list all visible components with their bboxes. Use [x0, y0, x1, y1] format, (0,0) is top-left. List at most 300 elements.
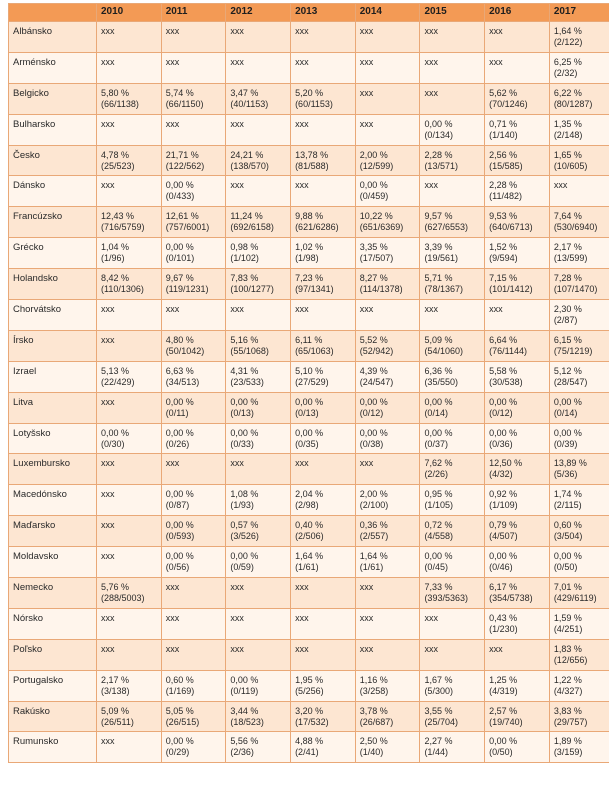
cell-detail: (80/1287): [553, 98, 593, 109]
cell-value: xxx: [489, 643, 503, 654]
cell-value: 0,00 %: [359, 180, 388, 191]
cell-value: 0,72 %: [424, 520, 453, 531]
cell-value: 0,71 %: [489, 118, 518, 129]
cell-value: 0,00 %: [165, 242, 194, 253]
country-cell: Dánsko: [9, 176, 97, 207]
cell-detail: (0/459): [359, 191, 389, 202]
cell-value: 2,17 %: [101, 674, 130, 685]
value-cell: [485, 670, 550, 701]
cell-detail: (19/740): [489, 716, 523, 727]
cell-value: 0,00 %: [230, 396, 259, 407]
value-cell: [485, 454, 550, 485]
cell-value: 1,89 %: [553, 736, 582, 747]
value-cell: [420, 114, 485, 145]
cell-detail: (107/1470): [553, 284, 598, 295]
cell-detail: (0/59): [230, 562, 254, 573]
cell-value: 1,52 %: [489, 242, 518, 253]
cell-detail: (2/122): [553, 37, 583, 47]
cell-value: 6,17 %: [489, 582, 518, 593]
table-body: [9, 22, 609, 763]
value-cell: [355, 547, 420, 578]
value-cell: [291, 732, 356, 763]
cell-detail: (1/105): [424, 500, 453, 511]
cell-value: 1,35 %: [553, 118, 582, 129]
cell-value: 0,00 %: [553, 396, 582, 407]
cell-detail: (25/523): [101, 160, 135, 171]
table-row: [9, 330, 609, 361]
table-row: [9, 52, 609, 83]
cell-value: xxx: [489, 304, 503, 315]
value-cell: [226, 22, 291, 53]
cell-value: 0,00 %: [424, 551, 453, 562]
value-cell: [355, 22, 420, 53]
value-cell: [485, 701, 550, 732]
country-cell: Rumunsko: [9, 732, 97, 763]
cell-value: 6,11 %: [295, 334, 323, 345]
value-cell: [226, 485, 291, 516]
cell-detail: (0/29): [165, 747, 190, 758]
cell-value: 0,40 %: [295, 520, 324, 531]
cell-value: xxx: [230, 26, 244, 36]
value-cell: [291, 52, 356, 83]
cell-value: 0,00 %: [359, 427, 388, 438]
cell-value: xxx: [230, 643, 244, 654]
cell-detail: (716/5759): [101, 222, 145, 233]
cell-value: 8,42 %: [101, 273, 130, 284]
cell-value: 5,80 %: [101, 87, 130, 98]
cell-detail: (23/533): [230, 376, 264, 387]
cell-detail: (692/6158): [230, 222, 274, 233]
cell-value: 8,27 %: [359, 273, 388, 284]
header-row: [9, 4, 609, 22]
cell-value: 7,33 %: [424, 582, 453, 593]
cell-value: 0,00 %: [165, 520, 194, 531]
cell-value: xxx: [165, 56, 180, 67]
cell-value: 0,00 %: [230, 427, 259, 438]
value-cell: [549, 22, 609, 53]
cell-detail: (0/35): [295, 438, 319, 449]
value-cell: [161, 361, 226, 392]
cell-value: 2,56 %: [489, 149, 518, 160]
country-cell: Holandsko: [9, 269, 97, 300]
value-cell: [226, 300, 291, 331]
cell-value: 5,58 %: [489, 365, 518, 376]
cell-detail: (2/87): [553, 315, 578, 326]
cell-value: 2,00 %: [359, 489, 388, 500]
table-row: [9, 238, 609, 269]
value-cell: [549, 114, 609, 145]
country-cell: Česko: [9, 145, 97, 176]
cell-value: xxx: [359, 612, 374, 623]
value-cell: [97, 454, 162, 485]
cell-value: xxx: [101, 334, 115, 345]
cell-detail: (2/36): [230, 747, 254, 758]
cell-detail: (2/98): [295, 500, 319, 511]
cell-detail: (1/93): [230, 500, 254, 511]
cell-value: xxx: [359, 118, 374, 129]
cell-value: xxx: [230, 304, 244, 315]
cell-value: 4,39 %: [359, 365, 388, 376]
value-cell: [161, 392, 226, 423]
value-cell: [226, 639, 291, 670]
cell-detail: (429/6119): [553, 593, 597, 604]
cell-detail: (4/319): [489, 685, 518, 696]
cell-value: 5,71 %: [424, 273, 453, 284]
cell-value: xxx: [489, 26, 503, 36]
value-cell: [355, 485, 420, 516]
cell-detail: (55/1068): [230, 345, 269, 356]
country-cell: Luxembursko: [9, 454, 97, 485]
value-cell: [291, 22, 356, 53]
value-cell: [97, 145, 162, 176]
cell-detail: (81/588): [295, 160, 329, 171]
cell-value: xxx: [295, 612, 309, 623]
value-cell: [291, 670, 356, 701]
value-cell: [226, 701, 291, 732]
value-cell: [420, 578, 485, 609]
cell-value: xxx: [101, 736, 115, 747]
cell-value: xxx: [295, 118, 309, 129]
cell-value: 0,00 %: [165, 427, 194, 438]
value-cell: [485, 485, 550, 516]
value-cell: [97, 269, 162, 300]
cell-detail: (13/571): [424, 160, 458, 171]
cell-value: 6,22 %: [553, 87, 582, 98]
cell-detail: (10/605): [553, 160, 588, 171]
value-cell: [291, 269, 356, 300]
value-cell: [420, 423, 485, 454]
cell-detail: (65/1063): [295, 345, 334, 356]
cell-value: 1,83 %: [553, 643, 582, 654]
value-cell: [549, 392, 609, 423]
cell-value: 6,36 %: [424, 365, 453, 376]
value-cell: [226, 578, 291, 609]
country-cell: Bulharsko: [9, 114, 97, 145]
cell-value: 1,02 %: [295, 242, 324, 253]
value-cell: [420, 608, 485, 639]
cell-value: 0,00 %: [489, 427, 518, 438]
cell-detail: (40/1153): [230, 98, 269, 109]
table-row: [9, 392, 609, 423]
cell-detail: (1/40): [359, 747, 384, 758]
cell-value: xxx: [165, 643, 180, 654]
cell-detail: (0/593): [165, 531, 195, 542]
header-year: 2017: [549, 4, 609, 22]
cell-value: 1,04 %: [101, 242, 130, 253]
value-cell: [291, 114, 356, 145]
value-cell: [97, 392, 162, 423]
cell-value: 24,21 %: [230, 149, 264, 160]
cell-value: 5,76 %: [101, 582, 130, 593]
header-year: 2010: [97, 4, 162, 22]
cell-value: xxx: [359, 304, 374, 315]
cell-detail: (119/1231): [165, 284, 209, 295]
value-cell: [291, 176, 356, 207]
cell-detail: (100/1277): [230, 284, 274, 295]
cell-detail: (28/547): [553, 376, 588, 387]
cell-value: xxx: [424, 26, 438, 36]
cell-detail: (0/14): [553, 407, 578, 418]
table-row: [9, 361, 609, 392]
table-row: [9, 670, 609, 701]
value-cell: [549, 52, 609, 83]
table-row: [9, 176, 609, 207]
cell-detail: (13/599): [553, 253, 588, 264]
country-cell: Moldavsko: [9, 547, 97, 578]
cell-value: 3,83 %: [553, 705, 582, 716]
value-cell: [485, 423, 550, 454]
cell-detail: (0/50): [553, 562, 578, 573]
cell-detail: (288/5003): [101, 593, 145, 604]
cell-detail: (2/41): [295, 747, 319, 758]
value-cell: [355, 454, 420, 485]
value-cell: [161, 670, 226, 701]
country-cell: Portugalsko: [9, 670, 97, 701]
value-cell: [226, 83, 291, 114]
table-row: [9, 145, 609, 176]
cell-value: xxx: [101, 26, 115, 36]
value-cell: [355, 701, 420, 732]
cell-detail: (0/101): [165, 253, 195, 264]
cell-detail: (70/1246): [489, 98, 528, 109]
value-cell: [485, 547, 550, 578]
value-cell: [485, 22, 550, 53]
cell-value: xxx: [165, 304, 180, 315]
cell-value: 2,30 %: [553, 304, 582, 315]
value-cell: [355, 516, 420, 547]
cell-value: 4,88 %: [295, 736, 324, 747]
value-cell: [226, 670, 291, 701]
cell-value: 5,12 %: [553, 365, 582, 376]
cell-detail: (0/56): [165, 562, 190, 573]
table-row: [9, 114, 609, 145]
country-cell: Macedónsko: [9, 485, 97, 516]
cell-detail: (621/6286): [295, 222, 339, 233]
cell-detail: (4/32): [489, 469, 513, 480]
cell-value: 13,89 %: [553, 458, 587, 469]
cell-detail: (0/11): [165, 407, 189, 418]
cell-value: 12,50 %: [489, 458, 523, 469]
cell-value: 0,92 %: [489, 489, 518, 500]
value-cell: [97, 361, 162, 392]
value-cell: [549, 670, 609, 701]
cell-value: 2,17 %: [553, 242, 582, 253]
value-cell: [485, 300, 550, 331]
cell-value: 7,62 %: [424, 458, 453, 469]
value-cell: [291, 300, 356, 331]
cell-detail: (757/6001): [165, 222, 210, 233]
cell-value: xxx: [101, 612, 115, 623]
cell-value: 9,53 %: [489, 211, 518, 222]
value-cell: [485, 608, 550, 639]
value-cell: [291, 207, 356, 238]
cell-value: 4,78 %: [101, 149, 130, 160]
value-cell: [485, 639, 550, 670]
cell-detail: (5/36): [553, 469, 578, 480]
cell-value: 0,60 %: [165, 674, 194, 685]
cell-value: 0,95 %: [424, 489, 453, 500]
cell-value: 4,80 %: [165, 334, 194, 345]
header-year: 2014: [355, 4, 420, 22]
cell-detail: (640/6713): [489, 222, 533, 233]
value-cell: [291, 423, 356, 454]
cell-value: 7,83 %: [230, 273, 259, 284]
value-cell: [420, 454, 485, 485]
value-cell: [226, 516, 291, 547]
value-cell: [226, 732, 291, 763]
value-cell: [161, 300, 226, 331]
cell-detail: (0/33): [230, 438, 254, 449]
value-cell: [161, 269, 226, 300]
cell-value: 0,43 %: [489, 612, 518, 623]
cell-detail: (114/1378): [359, 284, 403, 295]
cell-value: 0,00 %: [165, 180, 194, 191]
value-cell: [97, 578, 162, 609]
cell-detail: (101/1412): [489, 284, 533, 295]
cell-detail: (2/26): [424, 469, 448, 480]
cell-detail: (2/148): [553, 129, 583, 140]
cell-value: xxx: [424, 87, 438, 98]
cell-value: xxx: [424, 56, 438, 67]
cell-value: 9,88 %: [295, 211, 324, 222]
value-cell: [420, 22, 485, 53]
cell-value: xxx: [101, 643, 115, 654]
value-cell: [485, 578, 550, 609]
value-cell: [355, 114, 420, 145]
value-cell: [97, 670, 162, 701]
value-cell: [291, 516, 356, 547]
cell-detail: (0/45): [424, 562, 448, 573]
cell-value: xxx: [295, 56, 309, 67]
cell-value: 5,09 %: [424, 334, 453, 345]
value-cell: [355, 670, 420, 701]
cell-value: 3,55 %: [424, 705, 453, 716]
value-cell: [226, 547, 291, 578]
cell-detail: (30/538): [489, 376, 523, 387]
value-cell: [161, 578, 226, 609]
value-cell: [161, 454, 226, 485]
value-cell: [549, 732, 609, 763]
cell-detail: (15/585): [489, 160, 523, 171]
cell-detail: (54/1060): [424, 345, 463, 356]
value-cell: [97, 485, 162, 516]
value-cell: [291, 578, 356, 609]
table-row: [9, 608, 609, 639]
cell-value: 5,16 %: [230, 334, 259, 345]
value-cell: [226, 238, 291, 269]
cell-value: 6,63 %: [165, 365, 194, 376]
value-cell: [161, 516, 226, 547]
cell-detail: (138/570): [230, 160, 269, 171]
value-cell: [549, 207, 609, 238]
value-cell: [161, 176, 226, 207]
cell-value: xxx: [295, 458, 309, 469]
cell-value: xxx: [165, 118, 180, 129]
cell-value: xxx: [359, 458, 374, 469]
country-cell: Arménsko: [9, 52, 97, 83]
value-cell: [226, 176, 291, 207]
value-cell: [549, 454, 609, 485]
cell-detail: (0/12): [359, 407, 384, 418]
country-cell: Chorvátsko: [9, 300, 97, 331]
cell-detail: (3/526): [230, 531, 259, 542]
cell-value: 5,62 %: [489, 87, 518, 98]
value-cell: [161, 238, 226, 269]
value-cell: [97, 423, 162, 454]
cell-value: 4,31 %: [230, 365, 259, 376]
value-cell: [161, 52, 226, 83]
value-cell: [485, 516, 550, 547]
cell-value: 0,00 %: [101, 427, 130, 438]
cell-value: xxx: [101, 118, 115, 129]
country-cell: Nemecko: [9, 578, 97, 609]
cell-value: 3,35 %: [359, 242, 388, 253]
country-cell: Litva: [9, 392, 97, 423]
value-cell: [485, 83, 550, 114]
value-cell: [420, 207, 485, 238]
cell-detail: (12/656): [553, 654, 588, 665]
cell-detail: (22/429): [101, 376, 135, 387]
table-row: [9, 83, 609, 114]
cell-value: 1,95 %: [295, 674, 324, 685]
value-cell: [355, 238, 420, 269]
cell-value: 2,28 %: [424, 149, 453, 160]
cell-detail: (26/687): [359, 716, 394, 727]
cell-value: 0,00 %: [165, 396, 194, 407]
cell-detail: (1/96): [101, 253, 125, 264]
cell-value: xxx: [165, 458, 180, 469]
cell-detail: (9/594): [489, 253, 518, 264]
cell-detail: (1/61): [295, 562, 319, 573]
cell-value: 3,39 %: [424, 242, 453, 253]
cell-detail: (393/5363): [424, 593, 468, 604]
value-cell: [549, 176, 609, 207]
cell-value: 12,43 %: [101, 211, 135, 222]
table-header: [9, 4, 609, 22]
cell-detail: (0/87): [165, 500, 190, 511]
value-cell: [485, 207, 550, 238]
cell-detail: (354/5738): [489, 593, 533, 604]
cell-detail: (35/550): [424, 376, 458, 387]
table-row: [9, 454, 609, 485]
cell-detail: (78/1367): [424, 284, 463, 295]
value-cell: [97, 238, 162, 269]
value-cell: [97, 52, 162, 83]
cell-value: 7,01 %: [553, 582, 582, 593]
cell-detail: (26/515): [165, 716, 200, 727]
cell-detail: (627/6553): [424, 222, 468, 233]
cell-detail: (34/513): [165, 376, 200, 387]
value-cell: [355, 423, 420, 454]
cell-detail: (0/13): [230, 407, 254, 418]
cell-value: 2,00 %: [359, 149, 388, 160]
value-cell: [355, 578, 420, 609]
value-cell: [161, 639, 226, 670]
cell-value: 0,00 %: [230, 674, 259, 685]
value-cell: [355, 176, 420, 207]
cell-value: 0,00 %: [489, 551, 518, 562]
cell-detail: (0/36): [489, 438, 513, 449]
cell-value: xxx: [295, 304, 309, 315]
value-cell: [549, 578, 609, 609]
cell-detail: (2/506): [295, 531, 324, 542]
cell-detail: (651/6369): [359, 222, 404, 233]
cell-value: xxx: [230, 118, 244, 129]
cell-value: 5,20 %: [295, 87, 324, 98]
cell-detail: (11/482): [489, 191, 522, 202]
cell-detail: (0/50): [489, 747, 513, 758]
value-cell: [420, 516, 485, 547]
